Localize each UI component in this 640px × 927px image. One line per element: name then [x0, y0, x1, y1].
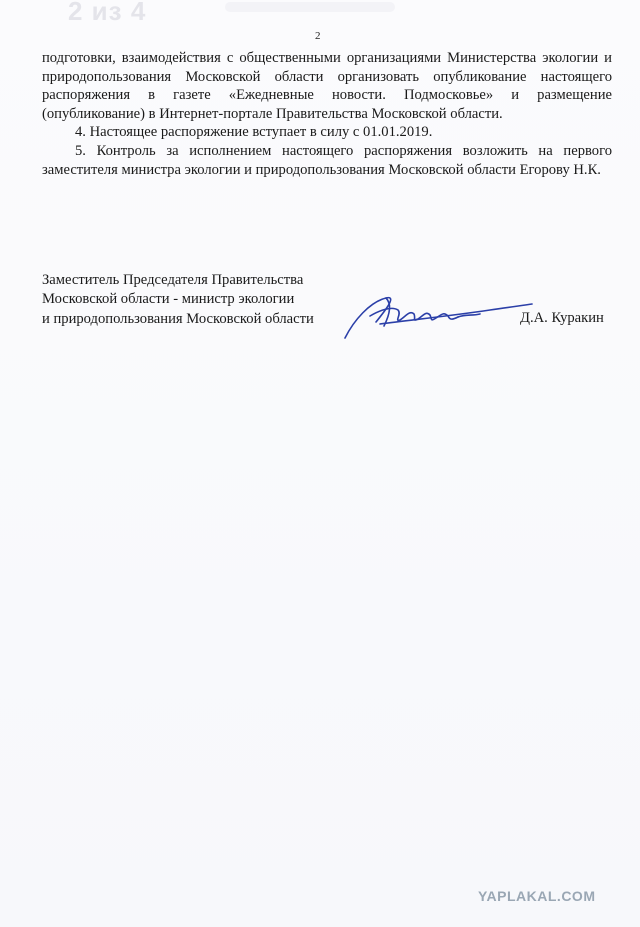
document-body [42, 49, 612, 179]
signer-title-line-1: Заместитель Председателя Правительства [42, 272, 304, 288]
signer-title-line-3: и природопользования Московской области [42, 310, 314, 327]
handwritten-signature [340, 286, 540, 344]
signer-title-line-2: Московской области - министр экологии [42, 291, 295, 308]
header-ghost-bar [225, 2, 395, 12]
paragraph-item-4: 4. Настоящее распоряжение вступает в силу с 01.01.2019. [75, 124, 433, 141]
signer-name: Д.А. Куракин [520, 310, 604, 326]
signature-block [42, 271, 314, 329]
site-watermark: YAPLAKAL.COM [478, 888, 596, 904]
paragraph-continuation: подготовки, взаимодействия с общественными организациями Министерства экологии и природопользования Московской области организовать опубликование настоящего распоряжения в газете «Ежедневные новости. Подмосковье» и размещение (опубликование) в Интернет-портале Правительства Московской области. [42, 50, 612, 122]
paragraph-item-5: 5. Контроль за исполнением настоящего распоряжения возложить на первого заместителя министра экологии и природопользования Московской области Егорову Н.К. [42, 142, 612, 178]
page-counter-overlay: 2 из 4 [68, 0, 147, 26]
page-number: 2 [315, 30, 321, 42]
